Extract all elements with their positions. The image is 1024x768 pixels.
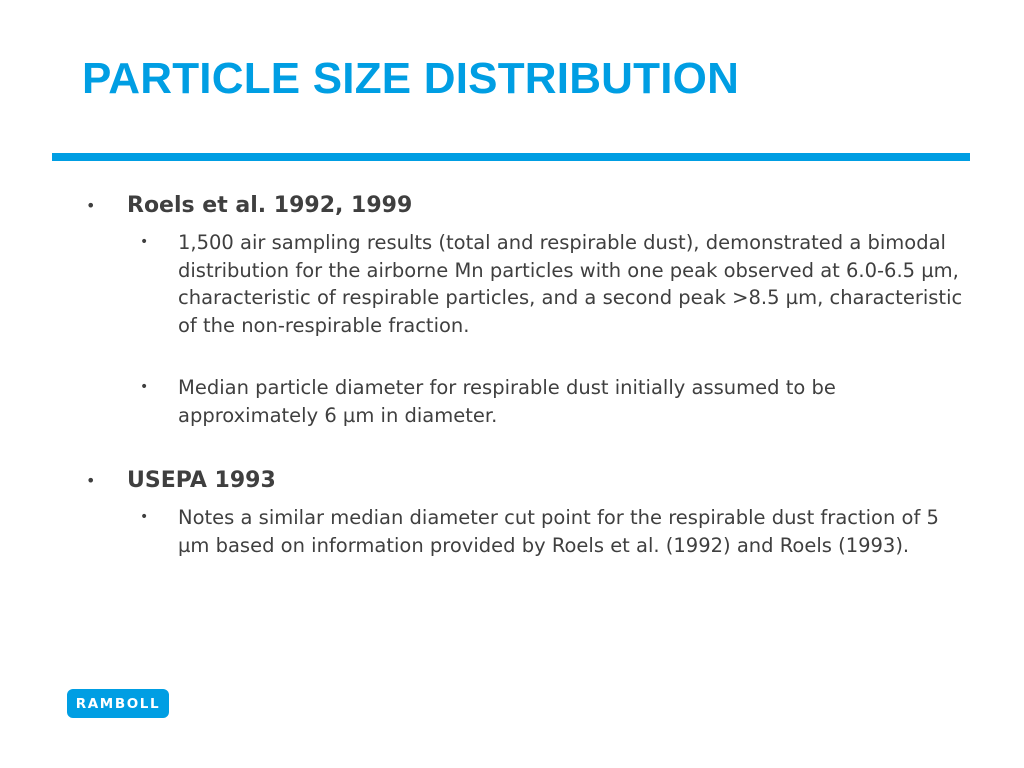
logo-text: RAMBOLL xyxy=(75,695,161,712)
title-divider xyxy=(52,153,970,161)
sub-bullet-text: Median particle diameter for respirable dust initially assumed to be approximately 6 µm in diameter. xyxy=(178,376,836,427)
sub-bullet-marker: • xyxy=(140,379,149,395)
sub-bullet-item xyxy=(140,229,963,339)
ramboll-logo xyxy=(67,689,169,718)
sub-bullet-text: Notes a similar median diameter cut point for the respirable dust fraction of 5 µm based on information provided by Roels et al. (1992) and Roels (1993). xyxy=(178,506,939,557)
section-heading: Roels et al. 1992, 1999 xyxy=(127,193,413,218)
bullet-marker: • xyxy=(86,471,96,490)
sub-bullet-item xyxy=(140,374,960,429)
sub-bullet-text: 1,500 air sampling results (total and respirable dust), demonstrated a bimodal distribution for the airborne Mn particles with one peak observed at 6.0-6.5 µm, characteristic of respirable particles, and a second peak >8.5 µm, characteristic of the non-respirable fraction. xyxy=(178,231,963,337)
section-heading: USEPA 1993 xyxy=(127,468,276,493)
slide-title: PARTICLE SIZE DISTRIBUTION xyxy=(82,54,740,103)
sub-bullet-item xyxy=(140,504,960,559)
sub-bullet-marker: • xyxy=(140,509,149,525)
bullet-marker: • xyxy=(86,196,96,215)
sub-bullet-marker: • xyxy=(140,234,149,250)
